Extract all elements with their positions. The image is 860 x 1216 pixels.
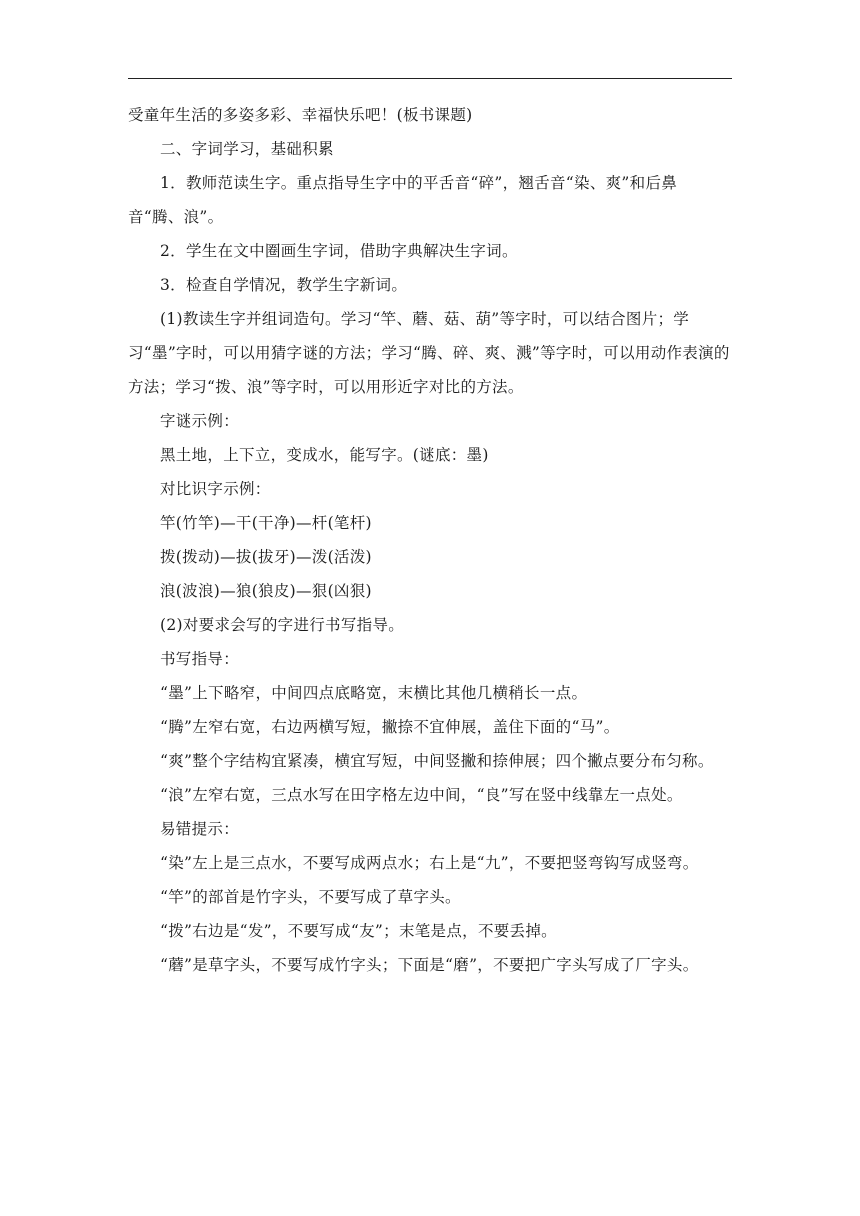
paragraph: “染”左上是三点水，不要写成两点水；右上是“九”，不要把竖弯钩写成竖弯。 <box>160 854 699 872</box>
header-rule <box>128 78 732 79</box>
paragraph: “蘑”是草字头，不要写成竹字头；下面是“磨”，不要把广字头写成了厂字头。 <box>160 956 699 974</box>
paragraph: 1．教师范读生字。重点指导生字中的平舌音“碎”，翘舌音“染、爽”和后鼻音“腾、浪”。 <box>128 174 678 226</box>
paragraph: “竿”的部首是竹字头，不要写成了草字头。 <box>160 888 461 906</box>
paragraph: 对比识字示例： <box>160 480 271 498</box>
paragraph: (1)教读生字并组词造句。学习“竿、蘑、菇、葫”等字时，可以结合图片；学习“墨”字时，可以用猜字谜的方法；学习“腾、碎、爽、溅”等字时，可以用动作表演的方法；学习“拨、浪”等字时，可以用形近字对比的方法。 <box>128 310 730 396</box>
paragraph: 竿(竹竿)—干(干净)—杆(笔杆) <box>160 514 372 532</box>
paragraph: 拨(拨动)—拔(拔牙)—泼(活泼) <box>160 548 372 566</box>
paragraph: 黑土地，上下立，变成水，能写字。(谜底：墨) <box>160 446 489 464</box>
document-body <box>128 98 732 982</box>
paragraph: “爽”整个字结构宜紧凑，横宜写短，中间竖撇和捺伸展；四个撇点要分布匀称。 <box>160 752 714 770</box>
paragraph: 3．检查自学情况，教学生字新词。 <box>160 276 408 294</box>
paragraph: (2)对要求会写的字进行书写指导。 <box>160 616 405 634</box>
paragraph: 字谜示例： <box>160 412 240 430</box>
paragraph: 书写指导： <box>160 650 240 668</box>
paragraph: 2．学生在文中圈画生字词，借助字典解决生字词。 <box>160 242 518 260</box>
section-heading: 二、字词学习，基础积累 <box>160 140 334 158</box>
paragraph: “浪”左窄右宽，三点水写在田字格左边中间，“良”写在竖中线靠左一点处。 <box>160 786 683 804</box>
paragraph: 易错提示： <box>160 820 240 838</box>
paragraph: “腾”左窄右宽，右边两横写短，撇捺不宜伸展，盖住下面的“马”。 <box>160 718 620 736</box>
paragraph: 浪(波浪)—狼(狼皮)—狠(凶狠) <box>160 582 372 600</box>
paragraph: 受童年生活的多姿多彩、幸福快乐吧！(板书课题) <box>128 106 473 124</box>
paragraph: “拨”右边是“发”，不要写成“友”；末笔是点，不要丢掉。 <box>160 922 557 940</box>
paragraph: “墨”上下略窄，中间四点底略宽，末横比其他几横稍长一点。 <box>160 684 588 702</box>
